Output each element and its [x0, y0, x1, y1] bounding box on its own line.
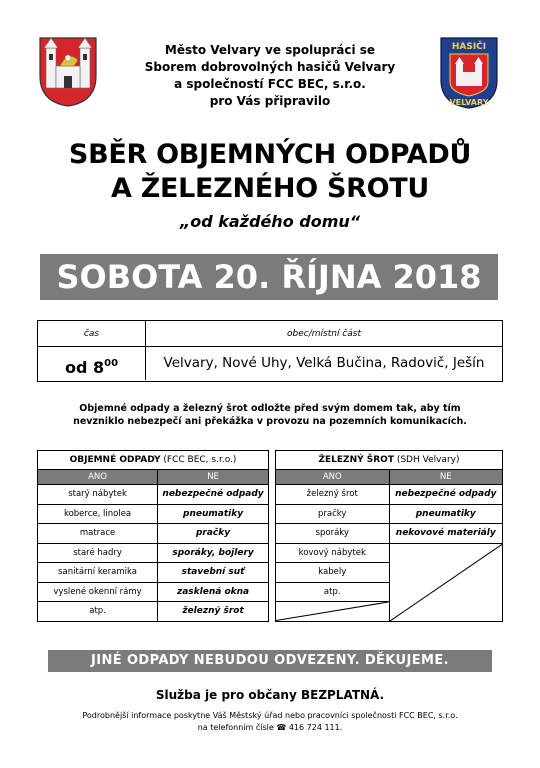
yes-cell: matrace — [38, 524, 158, 544]
bulky-waste-table — [37, 450, 269, 622]
velvary-coat-of-arms-icon — [38, 36, 98, 108]
table-header-row — [38, 470, 269, 485]
table-title-main: OBJEMNÉ ODPADY — [69, 455, 161, 465]
intro-line: pro Vás připravilo — [209, 94, 331, 108]
diagonal-strike-icon — [276, 602, 389, 621]
placement-notice: Objemné odpady a železný šrot odložte před svým domem tak, aby tím nevzniklo nebezpečí ani překážka v provozu na pozemních komunikacích. — [73, 403, 467, 427]
no-cell: pračky — [158, 524, 269, 544]
firefighters-velvary-logo-icon — [438, 36, 500, 110]
table-row — [38, 582, 269, 602]
col-no: NE — [389, 470, 503, 485]
schedule-table — [37, 320, 503, 382]
table-row — [38, 563, 269, 583]
yes-cell: atp. — [276, 582, 390, 602]
schedule-header-row — [38, 321, 502, 347]
no-cell: pneumatiky — [158, 504, 269, 524]
intro-line: a společností FCC BEC, s.r.o. — [174, 77, 366, 91]
schedule-time — [38, 347, 146, 380]
page-subtitle: „od každého domu“ — [179, 212, 361, 231]
yes-cell: pračky — [276, 504, 390, 524]
yes-cell: kabely — [276, 563, 390, 583]
table-title-row — [276, 451, 503, 470]
scrap-metal-table — [275, 450, 503, 622]
table-title-note: (SDH Velvary) — [396, 455, 460, 465]
table-row — [38, 543, 269, 563]
table-row — [38, 524, 269, 544]
table-row — [38, 504, 269, 524]
table-row — [276, 543, 503, 563]
intro-line: Město Velvary ve spolupráci se — [164, 43, 376, 57]
info-line: Podrobnější informace poskytne Váš Městský úřad nebo pracovníci společnosti FCC BEC, s.r.o. — [82, 711, 458, 720]
no-cell: pneumatiky — [389, 504, 503, 524]
time-minutes: 00 — [104, 358, 119, 369]
diagonal-strike-icon — [390, 544, 503, 621]
yes-cell: starý nábytek — [38, 485, 158, 505]
yes-cell: železný šrot — [276, 485, 390, 505]
table-row — [38, 485, 269, 505]
table-header-row — [276, 470, 503, 485]
organizer-intro — [110, 42, 430, 110]
info-line-phone: na telefonním čísle ☎ 416 724 111. — [197, 723, 343, 732]
no-cell: sporáky, bojlery — [158, 543, 269, 563]
no-cell: železný šrot — [158, 602, 269, 622]
contact-info — [40, 710, 500, 734]
col-yes: ANO — [38, 470, 158, 485]
yes-cell: sanitární keramika — [38, 563, 158, 583]
yes-cell: koberce, linolea — [38, 504, 158, 524]
yes-cell: vyslené okenní rámy — [38, 582, 158, 602]
time-hour: od 8 — [64, 358, 105, 377]
yes-cell: atp. — [38, 602, 158, 622]
page-title — [0, 138, 540, 206]
title-line-1: SBĚR OBJEMNÝCH ODPADŮ — [68, 139, 472, 170]
col-yes: ANO — [276, 470, 390, 485]
table-row — [276, 504, 503, 524]
logo-top-text: HASIČI — [451, 42, 487, 52]
yes-cell: sporáky — [276, 524, 390, 544]
table-row — [38, 602, 269, 622]
logo-bottom-text: VELVARY — [449, 98, 489, 107]
table-title-note: (FCC BEC, s.r.o.) — [163, 455, 237, 465]
crossed-out-cell — [276, 602, 390, 622]
intro-line: Sborem dobrovolných hasičů Velvary — [144, 60, 396, 74]
yes-cell: staré hadry — [38, 543, 158, 563]
date-banner: SOBOTA 20. ŘÍJNA 2018 — [40, 254, 498, 300]
footer-banner: JINÉ ODPADY NEBUDOU ODVEZENY. DĚKUJEME. — [48, 650, 492, 672]
schedule-col-place: obec/místní část — [287, 329, 361, 339]
table-title-row — [38, 451, 269, 470]
title-line-2: A ŽELEZNÉHO ŠROTU — [111, 173, 429, 204]
col-no: NE — [158, 470, 269, 485]
schedule-col-time: čas — [38, 321, 146, 346]
crossed-out-area — [389, 543, 503, 621]
no-cell: nekovové materiály — [389, 524, 503, 544]
table-row — [276, 485, 503, 505]
table-title-main: ŽELEZNÝ ŠROT — [318, 455, 394, 465]
no-cell: nebezpečné odpady — [389, 485, 503, 505]
table-row — [276, 524, 503, 544]
free-service-note: Služba je pro občany BEZPLATNÁ. — [155, 688, 385, 702]
table-title — [38, 451, 269, 470]
table-title — [276, 451, 503, 470]
schedule-places: Velvary, Nové Uhy, Velká Bučina, Radovič, Ješín — [163, 355, 485, 371]
no-cell: zasklená okna — [158, 582, 269, 602]
no-cell: stavební suť — [158, 563, 269, 583]
yes-cell: kovový nábytek — [276, 543, 390, 563]
schedule-row — [38, 347, 502, 380]
no-cell: nebezpečné odpady — [158, 485, 269, 505]
header — [0, 36, 540, 116]
